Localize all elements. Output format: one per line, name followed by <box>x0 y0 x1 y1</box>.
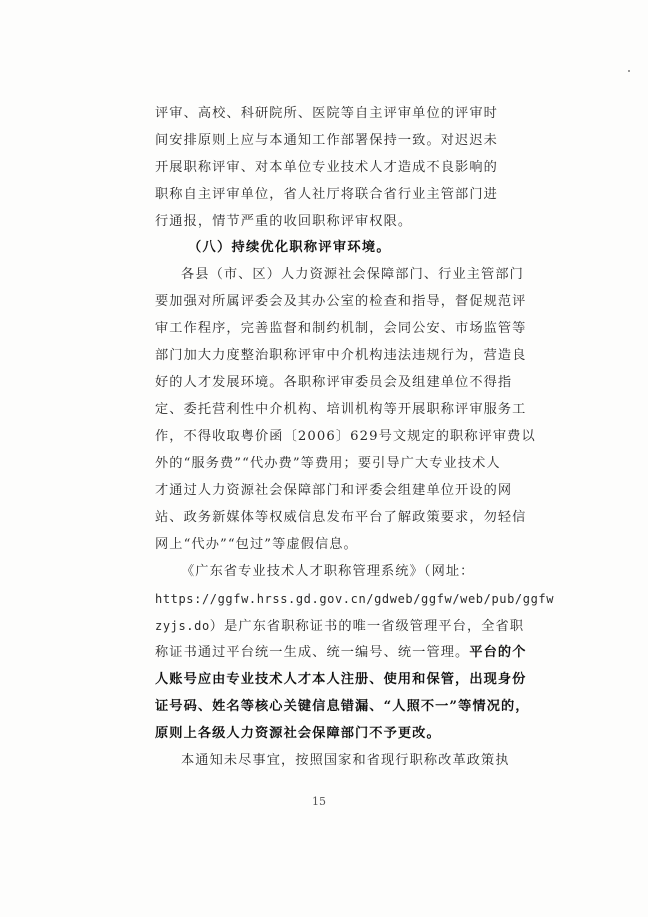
bold-line-3: 原则上各级人力资源社会保障部门不予更改。 <box>155 726 441 741</box>
paragraph-line-1: 评审、高校、科研院所、医院等自主评审单位的评审时 <box>155 106 498 121</box>
section-line-1: 各县（市、区）人力资源社会保障部门、行业主管部门 <box>181 267 524 282</box>
section-line-8: 外的“服务费”“代办费”等费用；要引导广大专业技术人 <box>155 456 501 471</box>
section-line-9: 才通过人力资源社会保障部门和评委会组建单位开设的网 <box>155 483 513 498</box>
paragraph-line-4: 职称自主评审单位，省人社厅将联合省行业主管部门进 <box>155 187 498 202</box>
system-url-line-2-text: ）是广东省职称证书的唯一省级管理平台，全省职 <box>209 619 525 634</box>
system-line-3-bold: 平台的个 <box>469 645 527 660</box>
section-line-11: 网上“代办”“包过”等虚假信息。 <box>155 537 358 552</box>
paragraph-line-2: 间安排原则上应与本通知工作部署保持一致。对迟迟未 <box>155 133 498 148</box>
section-line-6: 定、委托营利性中介机构、培训机构等开展职称评审服务工 <box>155 402 527 417</box>
section-line-5: 好的人才发展环境。各职称评审委员会及组建单位不得指 <box>155 375 513 390</box>
system-line-1: 《广东省专业技术人才职称管理系统》（网址： <box>181 564 475 579</box>
system-line-3-normal: 称证书通过平台统一生成、统一编号、统一管理。 <box>155 645 470 660</box>
section-line-7: 作，不得收取粤价函〔2006〕629号文规定的职称评审费以 <box>155 429 536 444</box>
bold-line-1: 人账号应由专业技术人才本人注册、使用和保管，出现身份 <box>155 672 527 687</box>
system-url-line-2 <box>155 616 524 637</box>
system-line-3 <box>155 643 526 663</box>
page-number: 15 <box>312 795 326 808</box>
section-heading: （八）持续优化职称评审环境。 <box>188 240 391 255</box>
closing-line: 本通知未尽事宜，按照国家和省现行职称改革政策执 <box>181 753 510 768</box>
scan-speck <box>628 70 630 72</box>
system-url-line-1: https://ggfw.hrss.gd.gov.cn/gdweb/ggfw/web/pub/ggfw <box>155 592 555 606</box>
section-line-2: 要加强对所属评委会及其办公室的检查和指导，督促规范评 <box>155 294 527 309</box>
paragraph-line-5: 行通报，情节严重的收回职称评审权限。 <box>155 214 413 229</box>
section-line-4: 部门加大力度整治职称评审中介机构违法违规行为，营造良 <box>155 348 527 363</box>
bold-line-2: 证号码、姓名等核心关键信息错漏、“人照不一”等情况的， <box>155 699 530 714</box>
system-url-tail: zyjs.do <box>155 619 210 633</box>
section-line-10: 站、政务新媒体等权威信息发布平台了解政策要求，勿轻信 <box>155 510 527 525</box>
section-line-3: 审工作程序，完善监督和制约机制，会同公安、市场监管等 <box>155 321 527 336</box>
paragraph-line-3: 开展职称评审、对本单位专业技术人才造成不良影响的 <box>155 160 498 175</box>
